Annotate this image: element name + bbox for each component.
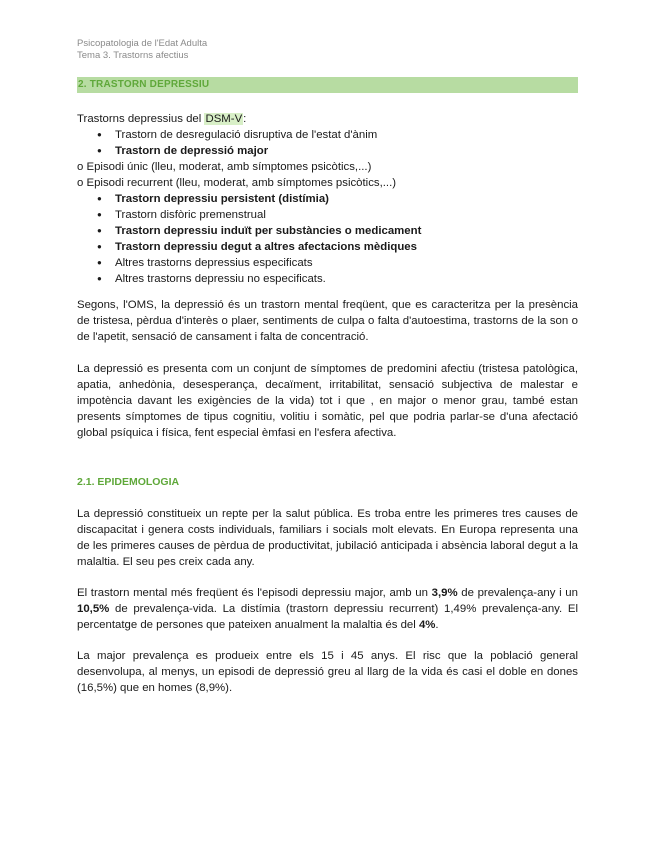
paragraph-epi-3: La major prevalença es produeix entre els 15 i 45 anys. El risc que la població general desenvolupa, al menys, un episodi de depressió greu al llarg de la vida és casi el doble en dones (16,5%) que en homes (8,9%). [77, 650, 578, 694]
dsm-highlight: DSM-V [205, 113, 243, 125]
episode-lines [77, 159, 578, 191]
subsection-title: 2.1. EPIDEMOLOGIA [77, 476, 180, 488]
section-title: 2. TRASTORN DEPRESSIU [78, 79, 210, 90]
paragraph-symptoms: La depressió es presenta com un conjunt de símptomes de predomini afectiu (tristesa patològica, apatia, anhedònia, desesperança, decaïment, irritabilitat, sensació subjectiva de malestar e impotència davant les exigències de la vida) tot i que , en major o menor grau, també estan presents símptomes de tipus cognitiu, volitiu i somàtic, pel que podria parlar-se d'una afectació global psíquica i física, fent especial èmfasi en l'esfera afectiva. [77, 363, 578, 439]
list-item: ● Altres trastorns depressiu no especificats. [97, 271, 577, 287]
disorder-list-1 [97, 127, 577, 159]
list-item: ● Trastorn de depressió major [97, 143, 577, 159]
list-item: ● Trastorn depressiu persistent (distímia) [97, 191, 577, 207]
header-topic: Tema 3. Trastorns afectius [77, 50, 189, 61]
intro-line [77, 111, 578, 127]
intro-prefix: Trastorns depressius del [77, 113, 205, 125]
paragraph-epi-1: La depressió constitueix un repte per la salut pública. Es troba entre les primeres tres causes de discapacitat i genera costs individuals, familiars i socials molt elevats. En Europa representa una de les primeres causes de pèrdua de productivitat, jubilació anticipada i absència laboral degut a la malaltia. El seu pes creix cada any. [77, 508, 578, 568]
intro-suffix: : [243, 113, 247, 125]
list-item: ● Trastorn disfòric premenstrual [97, 207, 577, 223]
list-item: ● Altres trastorns depressius especificats [97, 255, 577, 271]
list-item: ● Trastorn depressiu induït per substàncies o medicament [97, 223, 577, 239]
header-course: Psicopatologia de l'Edat Adulta [77, 38, 208, 49]
section-heading-band [77, 77, 578, 93]
paragraph-epi-2: El trastorn mental més freqüent és l'episodi depressiu major, amb un 3,9% de prevalença-any i un 10,5% de prevalença-vida. La distímia (trastorn depressiu recurrent) 1,49% prevalença-any. El percentatge de persones que pateixen anualment la malaltia és del 4%. [77, 587, 578, 631]
list-item: ● Trastorn depressiu degut a altres afectacions mèdiques [97, 239, 577, 255]
running-header [77, 38, 207, 62]
list-item: ● Trastorn de desregulació disruptiva de l'estat d'ànim [97, 127, 577, 143]
disorder-list-2 [97, 191, 577, 287]
episode-unic: o Episodi únic (lleu, moderat, amb símptomes psicòtics,...) [77, 161, 372, 173]
paragraph-oms: Segons, l'OMS, la depressió és un trastorn mental freqüent, que es caracteritza per la presència de tristesa, pèrdua d'interès o plaer, sentiments de culpa o falta d'autoestima, trastorns de la son o de l'apetit, sensació de cansament i falta de concentració. [77, 299, 578, 343]
episode-recurrent: o Episodi recurrent (lleu, moderat, amb símptomes psicòtics,...) [77, 177, 397, 189]
